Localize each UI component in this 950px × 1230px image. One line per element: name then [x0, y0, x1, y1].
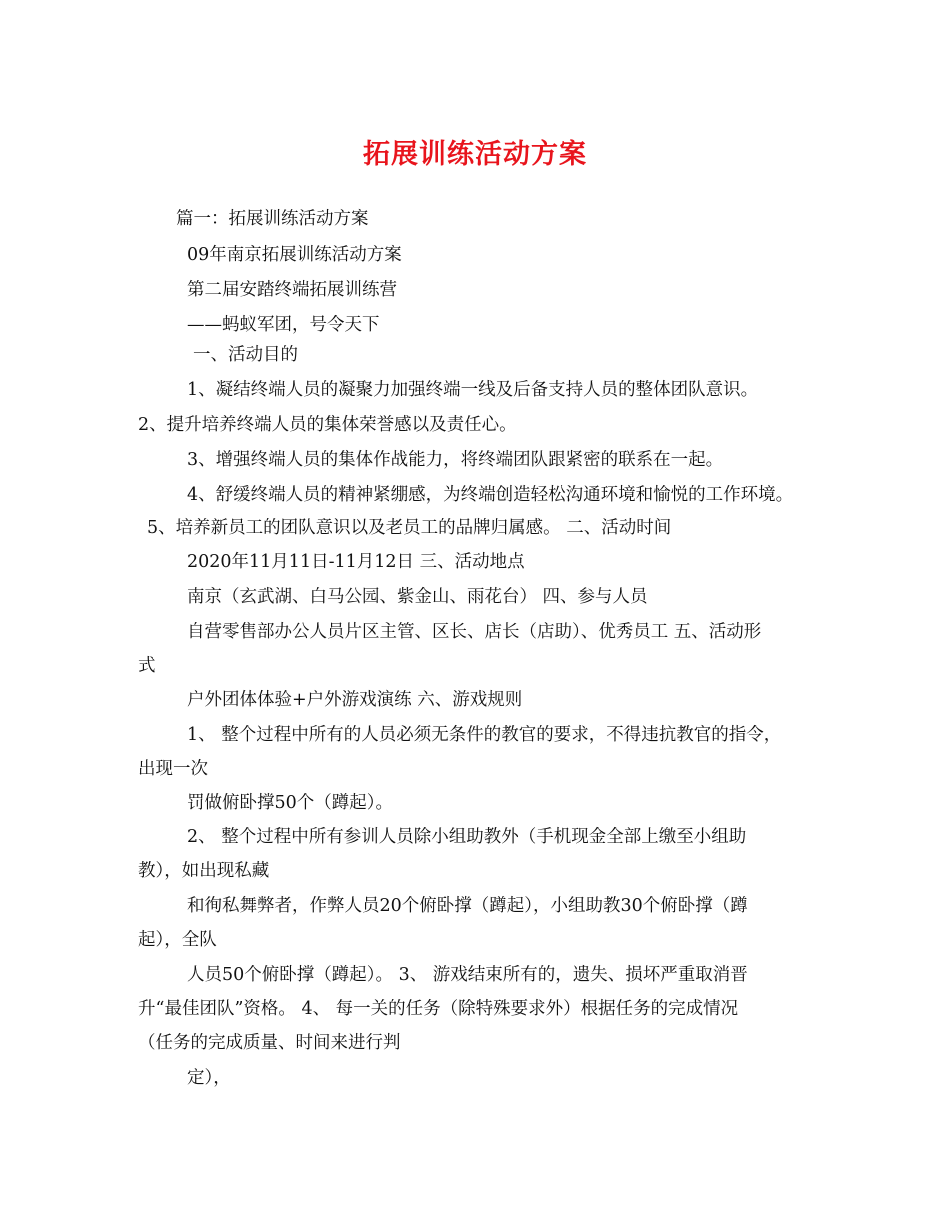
- text-line: 升“最佳团队”资格。 4、 每一关的任务（除特殊要求外）根据任务的完成情况: [138, 999, 739, 1019]
- text-line: （任务的完成质量、时间来进行判: [138, 1033, 401, 1053]
- text-line: 罚做俯卧撑50个（蹲起）。: [187, 793, 394, 813]
- text-line: 1、 整个过程中所有的人员必须无条件的教官的要求，不得违抗教官的指令，: [187, 725, 782, 745]
- document-title: 拓展训练活动方案: [363, 139, 587, 170]
- text-line: 户外团体体验+户外游戏演练 六、游戏规则: [187, 690, 523, 710]
- text-line: 2、 整个过程中所有参训人员除小组助教外（手机现金全部上缴至小组助: [187, 827, 747, 847]
- text-line: 自营零售部办公人员片区主管、区长、店长（店助）、优秀员工 五、活动形: [187, 622, 762, 642]
- text-line: 人员50个俯卧撑（蹲起）。 3、 游戏结束所有的，遗失、损坏严重取消晋: [187, 965, 748, 985]
- text-line: ——蚂蚁军团，号令天下: [187, 315, 380, 335]
- text-line: 定），: [187, 1068, 231, 1088]
- text-line: 出现一次: [138, 759, 208, 779]
- text-line: 起），全队: [138, 930, 217, 950]
- text-line: 4、舒缓终端人员的精神紧绷感，为终端创造轻松沟通环境和愉悦的工作环境。: [187, 485, 794, 505]
- text-line: 南京（玄武湖、白马公园、紫金山、雨花台） 四、参与人员: [187, 587, 648, 607]
- text-line: 篇一：拓展训练活动方案: [176, 209, 369, 229]
- text-line: 5、培养新员工的团队意识以及老员工的品牌归属感。 二、活动时间: [147, 518, 672, 538]
- section-heading: 一、活动目的: [193, 345, 298, 365]
- text-line: 09年南京拓展训练活动方案: [187, 245, 402, 265]
- text-line: 3、增强终端人员的集体作战能力，将终端团队跟紧密的联系在一起。: [187, 450, 724, 470]
- text-line: 1、凝结终端人员的凝聚力加强终端一线及后备支持人员的整体团队意识。: [187, 380, 759, 400]
- text-line: 教），如出现私藏: [138, 861, 270, 881]
- text-line: 式: [138, 656, 156, 676]
- text-line: 第二届安踏终端拓展训练营: [187, 280, 397, 300]
- text-line: 和徇私舞弊者，作弊人员20个俯卧撑（蹲起），小组助教30个俯卧撑（蹲: [187, 896, 748, 916]
- text-line: 2020年11月11日-11月12日 三、活动地点: [187, 552, 525, 572]
- text-line: 2、提升培养终端人员的集体荣誉感以及责任心。: [138, 415, 517, 435]
